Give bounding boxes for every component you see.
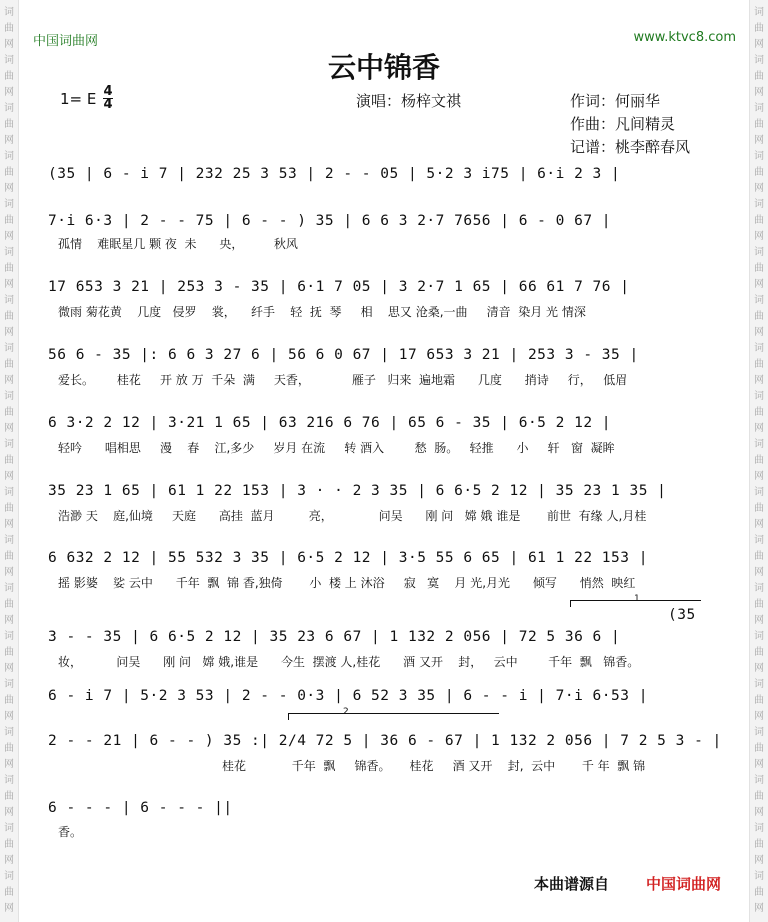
- watermark-glyph: 曲: [754, 215, 764, 226]
- watermark-glyph: 网: [4, 615, 14, 626]
- watermark-glyph: 网: [754, 711, 764, 722]
- watermark-glyph: 网: [754, 279, 764, 290]
- watermark-glyph: 网: [754, 807, 764, 818]
- watermark-glyph: 词: [4, 871, 14, 882]
- notation-line: 35 23 1 65 | 61 1 22 153 | 3 · · 2 3 35 | 6 6·5 2 12 | 35 23 1 35 |: [48, 483, 667, 499]
- lyric-line: 轻吟 唱相思 漫 春 江,多少 岁月 在流 转 酒入 愁 肠。 轻推 小 轩 窗 凝眸: [58, 441, 615, 455]
- watermark-glyph: 网: [4, 519, 14, 530]
- watermark-glyph: 曲: [4, 263, 14, 274]
- lyricist-credit: 作词：何丽华: [570, 92, 661, 110]
- watermark-glyph: 词: [754, 631, 764, 642]
- watermark-glyph: 曲: [754, 647, 764, 658]
- source-label: 本曲谱源自: [534, 875, 610, 893]
- watermark-glyph: 词: [4, 823, 14, 834]
- watermark-glyph: 网: [754, 615, 764, 626]
- watermark-glyph: 曲: [4, 407, 14, 418]
- watermark-glyph: 词: [754, 439, 764, 450]
- watermark-glyph: 网: [4, 183, 14, 194]
- watermark-glyph: 曲: [754, 887, 764, 898]
- watermark-glyph: 曲: [754, 407, 764, 418]
- watermark-glyph: 曲: [4, 71, 14, 82]
- watermark-glyph: 曲: [754, 839, 764, 850]
- site-name-left[interactable]: 中国词曲网: [33, 34, 99, 49]
- watermark-glyph: 词: [4, 55, 14, 66]
- composer-credit: 作曲：凡间精灵: [570, 115, 676, 133]
- watermark-glyph: 曲: [4, 23, 14, 34]
- watermark-glyph: 曲: [4, 839, 14, 850]
- watermark-glyph: 曲: [4, 887, 14, 898]
- watermark-glyph: 网: [4, 279, 14, 290]
- watermark-glyph: 词: [754, 391, 764, 402]
- watermark-glyph: 网: [4, 759, 14, 770]
- watermark-glyph: 曲: [4, 695, 14, 706]
- lyric-line: 妆， 问吴 刚 问 嫦 娥,谁是 今生 摆渡 人,桂花 酒 又开 封， 云中 千年 飘 锦香。: [58, 655, 640, 669]
- watermark-glyph: 网: [754, 135, 764, 146]
- watermark-glyph: 词: [4, 487, 14, 498]
- watermark-glyph: 词: [754, 871, 764, 882]
- watermark-glyph: 词: [754, 487, 764, 498]
- watermark-glyph: 词: [754, 295, 764, 306]
- source-site-link[interactable]: 中国词曲网: [646, 875, 722, 893]
- watermark-glyph: 网: [754, 327, 764, 338]
- watermark-glyph: 曲: [4, 215, 14, 226]
- watermark-glyph: 曲: [4, 359, 14, 370]
- watermark-glyph: 词: [754, 679, 764, 690]
- notation-line: 6 - - - | 6 - - - ||: [48, 800, 233, 816]
- site-url-right[interactable]: www.ktvc8.com: [633, 30, 736, 45]
- watermark-glyph: 网: [4, 231, 14, 242]
- watermark-glyph: 曲: [4, 599, 14, 610]
- watermark-glyph: 曲: [754, 311, 764, 322]
- watermark-glyph: 曲: [754, 791, 764, 802]
- watermark-glyph: 曲: [4, 455, 14, 466]
- watermark-glyph: 词: [4, 439, 14, 450]
- notation-line: 6 - i 7 | 5·2 3 53 | 2 - - 0·3 | 6 52 3 35 | 6 - - i | 7·i 6·53 |: [48, 688, 648, 704]
- watermark-glyph: 曲: [754, 599, 764, 610]
- time-signature: [103, 86, 113, 110]
- watermark-glyph: 词: [4, 535, 14, 546]
- watermark-glyph: 词: [754, 151, 764, 162]
- watermark-glyph: 曲: [4, 311, 14, 322]
- watermark-glyph: 词: [4, 7, 14, 18]
- watermark-glyph: 网: [4, 87, 14, 98]
- watermark-glyph: 曲: [754, 167, 764, 178]
- watermark-glyph: 网: [4, 423, 14, 434]
- lyric-line: 浩渺 天 庭,仙境 天庭 高挂 蓝月 亮， 问吴 刚 问 嫦 娥 谁是 前世 有缘 人,月桂: [58, 509, 647, 523]
- time-signature-top: 4: [103, 84, 113, 99]
- second-ending-bracket: [288, 713, 499, 720]
- watermark-glyph: 网: [754, 423, 764, 434]
- watermark-glyph: 网: [754, 567, 764, 578]
- watermark-glyph: 网: [4, 39, 14, 50]
- watermark-glyph: 词: [754, 775, 764, 786]
- notation-line: 6 632 2 12 | 55 532 3 35 | 6·5 2 12 | 3·5 55 6 65 | 61 1 22 153 |: [48, 550, 648, 566]
- watermark-glyph: 曲: [754, 695, 764, 706]
- notation-line: 17 653 3 21 | 253 3 - 35 | 6·1 7 05 | 3 2·7 1 65 | 66 61 7 76 |: [48, 279, 630, 295]
- watermark-glyph: 词: [4, 679, 14, 690]
- lyric-line: 孤情 难眠星几 颗 夜 未 央， 秋风: [58, 237, 298, 251]
- watermark-glyph: 曲: [4, 167, 14, 178]
- first-ending-number: 1: [634, 594, 640, 604]
- watermark-glyph: 词: [4, 391, 14, 402]
- watermark-glyph: 词: [4, 343, 14, 354]
- time-signature-bottom: 4: [103, 97, 113, 112]
- watermark-glyph: 曲: [4, 119, 14, 130]
- watermark-glyph: 网: [4, 327, 14, 338]
- second-ending-number: 2: [343, 707, 349, 717]
- watermark-glyph: 词: [4, 199, 14, 210]
- notation-line: (35 | 6 - i 7 | 232 25 3 53 | 2 - - 05 | 5·2 3 i75 | 6·i 2 3 |: [48, 166, 621, 182]
- watermark-glyph: 词: [754, 343, 764, 354]
- watermark-glyph: 网: [4, 807, 14, 818]
- lyric-line: 爱长。 桂花 开 放 万 千朵 满 天香， 雁子 归来 遍地霜 几度 捎诗 行， 低眉: [58, 373, 628, 387]
- watermark-glyph: 词: [754, 727, 764, 738]
- notation-line: 3 - - 35 | 6 6·5 2 12 | 35 23 6 67 | 1 132 2 056 | 72 5 36 6 |: [48, 629, 621, 645]
- lyric-line: 微雨 菊花黄 几度 侵罗 裳， 纤手 轻 抚 琴 相 思又 沧桑,一曲 清音 染月 光 情深: [58, 305, 586, 319]
- watermark-glyph: 网: [754, 855, 764, 866]
- watermark-glyph: 网: [4, 855, 14, 866]
- watermark-glyph: 词: [4, 727, 14, 738]
- song-title: 云中锦香: [327, 51, 440, 84]
- watermark-glyph: 网: [754, 375, 764, 386]
- notation-line: 6 3·2 2 12 | 3·21 1 65 | 63 216 6 76 | 65 6 - 35 | 6·5 2 12 |: [48, 415, 612, 431]
- watermark-glyph: 曲: [754, 71, 764, 82]
- watermark-glyph: 曲: [4, 503, 14, 514]
- watermark-glyph: 曲: [754, 455, 764, 466]
- pickup-note: (35: [668, 607, 696, 623]
- watermark-glyph: 曲: [754, 119, 764, 130]
- watermark-glyph: 网: [4, 471, 14, 482]
- singer-credit: 演唱：杨梓文祺: [356, 92, 462, 110]
- lyric-line: 香。: [58, 825, 83, 839]
- watermark-glyph: 网: [4, 375, 14, 386]
- watermark-glyph: 网: [4, 663, 14, 674]
- watermark-glyph: 网: [754, 471, 764, 482]
- watermark-glyph: 网: [754, 759, 764, 770]
- watermark-glyph: 词: [754, 103, 764, 114]
- watermark-glyph: 网: [754, 663, 764, 674]
- watermark-glyph: 词: [754, 247, 764, 258]
- watermark-glyph: 网: [754, 87, 764, 98]
- watermark-glyph: 词: [4, 247, 14, 258]
- transcriber-credit: 记谱：桃李醉春风: [570, 138, 691, 156]
- watermark-glyph: 曲: [754, 263, 764, 274]
- notation-line: 56 6 - 35 |: 6 6 3 27 6 | 56 6 0 67 | 17 653 3 21 | 253 3 - 35 |: [48, 347, 639, 363]
- notation-line: 7·i 6·3 | 2 - - 75 | 6 - - ) 35 | 6 6 3 2·7 7656 | 6 - 0 67 |: [48, 213, 612, 229]
- watermark-glyph: 词: [4, 583, 14, 594]
- watermark-glyph: 曲: [754, 551, 764, 562]
- watermark-glyph: 网: [754, 519, 764, 530]
- watermark-glyph: 网: [754, 183, 764, 194]
- watermark-glyph: 词: [4, 151, 14, 162]
- watermark-glyph: 网: [4, 567, 14, 578]
- left-watermark-strip: [0, 0, 19, 922]
- lyric-line: 摇 影婆 娑 云中 千年 飘 锦 香,独倚 小 楼 上 沐浴 寂 寞 月 光,月光 倾写 悄然 映红: [58, 576, 636, 590]
- watermark-glyph: 曲: [4, 791, 14, 802]
- watermark-glyph: 曲: [754, 359, 764, 370]
- watermark-glyph: 网: [4, 135, 14, 146]
- watermark-glyph: 词: [754, 583, 764, 594]
- watermark-glyph: 曲: [4, 551, 14, 562]
- watermark-glyph: 词: [754, 535, 764, 546]
- key-signature: 1= E: [60, 90, 97, 108]
- watermark-glyph: 曲: [754, 743, 764, 754]
- watermark-glyph: 曲: [4, 743, 14, 754]
- watermark-glyph: 词: [754, 7, 764, 18]
- lyric-line: 桂花 千年 飘 锦香。 桂花 酒 又开 封, 云中 千 年 飘 锦: [222, 759, 646, 773]
- watermark-glyph: 曲: [754, 503, 764, 514]
- watermark-glyph: 曲: [4, 647, 14, 658]
- watermark-glyph: 词: [4, 631, 14, 642]
- watermark-glyph: 词: [4, 775, 14, 786]
- watermark-glyph: 网: [754, 231, 764, 242]
- watermark-glyph: 词: [4, 103, 14, 114]
- watermark-glyph: 词: [754, 823, 764, 834]
- watermark-glyph: 网: [754, 903, 764, 914]
- watermark-glyph: 词: [4, 295, 14, 306]
- notation-line: 2 - - 21 | 6 - - ) 35 :| 2/4 72 5 | 36 6 - 67 | 1 132 2 056 | 7 2 5 3 - |: [48, 733, 722, 749]
- watermark-glyph: 词: [754, 199, 764, 210]
- watermark-glyph: 词: [754, 55, 764, 66]
- watermark-glyph: 网: [754, 39, 764, 50]
- right-watermark-strip: [749, 0, 768, 922]
- watermark-glyph: 网: [4, 711, 14, 722]
- watermark-glyph: 曲: [754, 23, 764, 34]
- watermark-glyph: 网: [4, 903, 14, 914]
